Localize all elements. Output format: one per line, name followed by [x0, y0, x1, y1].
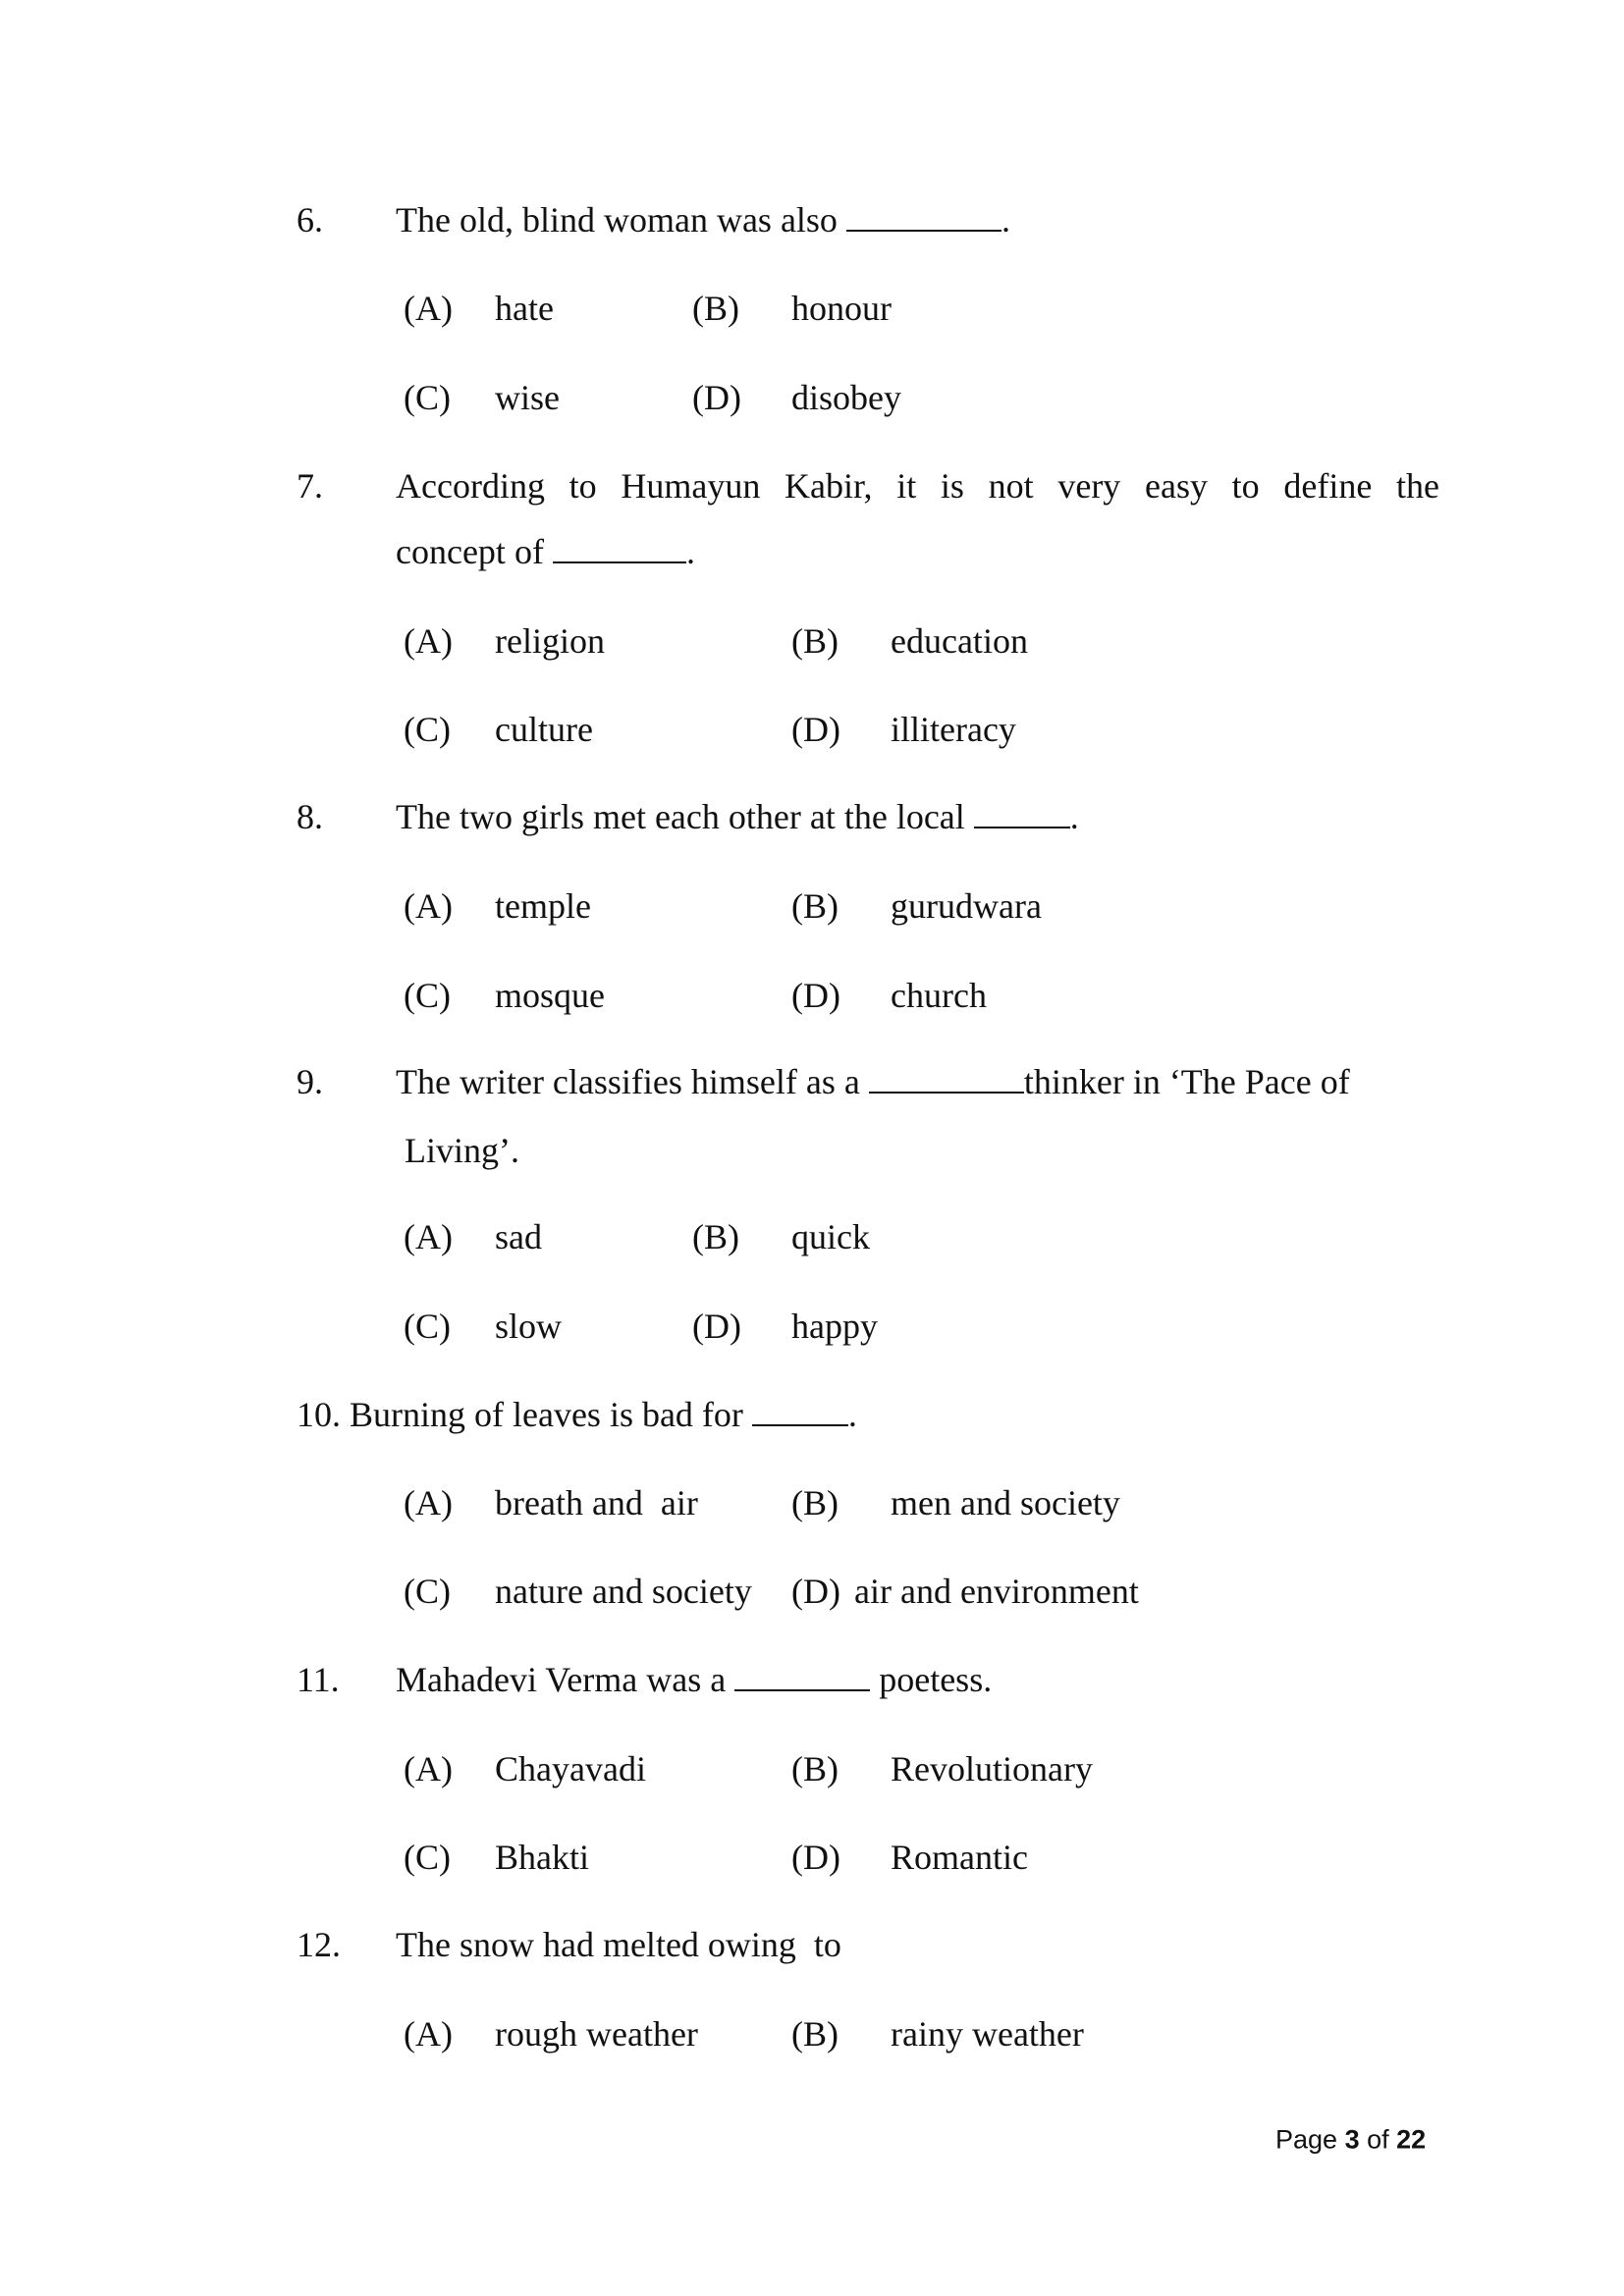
question-number: 12.	[297, 1925, 341, 1964]
question-text: According to Humayun Kabir, it is not very easy to define the	[396, 466, 1439, 506]
option-label: (B)	[692, 289, 739, 328]
option-text: quick	[791, 1217, 870, 1256]
option-text: disobey	[791, 378, 901, 417]
question-number: 8.	[297, 797, 323, 836]
question-text	[297, 1395, 857, 1434]
option-label: (A)	[404, 1749, 453, 1789]
question-text-part: Mahadevi Verma was a	[396, 1660, 735, 1699]
option-text: hate	[495, 289, 554, 328]
option-text: religion	[495, 621, 605, 661]
question-text-part: .	[847, 1395, 857, 1434]
question-text-part: The two girls met each other at the local	[396, 797, 974, 836]
question-number: 6.	[297, 200, 323, 240]
question-text	[396, 532, 695, 571]
option-text: breath and air	[495, 1483, 698, 1522]
question-text-part: poetess.	[870, 1660, 993, 1699]
option-text: Romantic	[891, 1838, 1028, 1877]
page-prefix: Page	[1275, 2124, 1345, 2155]
answer-blank	[752, 1395, 848, 1426]
option-label: (B)	[791, 2014, 839, 2054]
option-label: (B)	[791, 1749, 839, 1789]
option-label: (D)	[791, 976, 840, 1015]
option-text: men and society	[891, 1483, 1120, 1522]
option-label: (C)	[404, 378, 451, 417]
question-text-part: concept of	[396, 532, 553, 571]
option-label: (B)	[791, 621, 839, 661]
option-text: wise	[495, 378, 560, 417]
option-label: (A)	[404, 621, 453, 661]
question-number: 11.	[297, 1660, 340, 1699]
option-text: Bhakti	[495, 1838, 589, 1877]
question-text: Living’.	[405, 1131, 519, 1170]
option-text: Chayavadi	[495, 1749, 646, 1789]
option-text: nature and society	[495, 1572, 752, 1611]
option-text: air and environment	[854, 1572, 1139, 1611]
option-label: (D)	[791, 710, 840, 749]
question-number: 10.	[297, 1395, 341, 1434]
question-text	[396, 1062, 1350, 1101]
option-label: (A)	[404, 289, 453, 328]
question-number: 7.	[297, 466, 323, 506]
option-label: (C)	[404, 1572, 451, 1611]
option-text: rough weather	[495, 2014, 698, 2054]
total-pages: 22	[1396, 2124, 1427, 2155]
option-label: (D)	[791, 1572, 840, 1611]
option-label: (A)	[404, 1217, 453, 1256]
question-text-part: The writer classifies himself as a	[396, 1062, 869, 1101]
question-text-part: Burning of leaves is bad for	[350, 1395, 752, 1434]
question-text-part: .	[1001, 200, 1010, 240]
option-label: (A)	[404, 886, 453, 926]
answer-blank	[846, 200, 1001, 232]
option-label: (A)	[404, 1483, 453, 1522]
option-label: (D)	[692, 1307, 741, 1346]
question-text	[396, 200, 1010, 240]
question-text-part: .	[1069, 797, 1079, 836]
option-text: slow	[495, 1307, 563, 1346]
option-text: happy	[791, 1307, 878, 1346]
answer-blank	[553, 532, 686, 563]
option-text: Revolutionary	[891, 1749, 1093, 1789]
option-text: mosque	[495, 976, 605, 1015]
option-label: (A)	[404, 2014, 453, 2054]
option-text: illiteracy	[891, 710, 1016, 749]
option-label: (C)	[404, 1307, 451, 1346]
option-text: sad	[495, 1217, 542, 1256]
option-label: (B)	[692, 1217, 739, 1256]
question-text-part: .	[685, 532, 695, 571]
option-label: (C)	[404, 710, 451, 749]
question-text	[396, 797, 1079, 836]
question-text-part: thinker in ‘The Pace of	[1023, 1062, 1350, 1101]
option-text: rainy weather	[891, 2014, 1084, 2054]
option-label: (C)	[404, 1838, 451, 1877]
option-label: (D)	[692, 378, 741, 417]
option-text: honour	[791, 289, 892, 328]
question-text	[396, 1660, 992, 1699]
option-label: (B)	[791, 886, 839, 926]
option-text: temple	[495, 886, 591, 926]
question-number: 9.	[297, 1062, 323, 1101]
option-label: (B)	[791, 1483, 839, 1522]
page-of: of	[1359, 2124, 1397, 2155]
page-number	[1275, 2125, 1426, 2156]
question-text-part: The old, blind woman was also	[396, 200, 846, 240]
current-page: 3	[1344, 2124, 1360, 2155]
question-text: The snow had melted owing to	[396, 1925, 841, 1964]
option-text: church	[891, 976, 987, 1015]
option-text: gurudwara	[891, 886, 1042, 926]
option-label: (C)	[404, 976, 451, 1015]
option-text: culture	[495, 710, 593, 749]
option-label: (D)	[791, 1838, 840, 1877]
option-text: education	[891, 621, 1028, 661]
answer-blank	[974, 797, 1070, 828]
answer-blank	[869, 1062, 1024, 1094]
answer-blank	[734, 1660, 870, 1691]
